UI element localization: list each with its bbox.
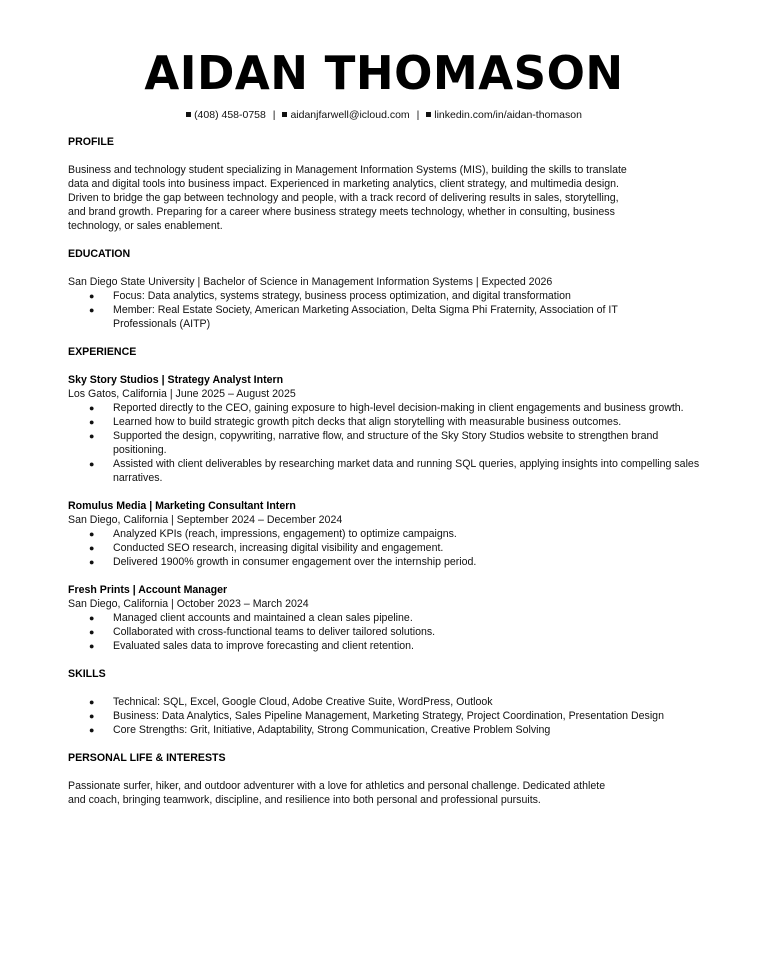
contact-separator: | [416,109,420,121]
list-item: ● Supported the design, copywriting, narrative flow, and structure of the Sky Story Studios website to strengthen brand positioning. [68,429,705,457]
job-meta: San Diego, California | September 2024 – December 2024 [68,514,343,526]
list-item: ● Delivered 1900% growth in consumer engagement over the internship period. [68,555,708,569]
email-bullet-icon [282,112,287,117]
job-bullets [68,401,705,485]
interests-text: Passionate surfer, hiker, and outdoor adventurer with a love for athletics and personal challenge. Dedicated athlete and coach, bringing teamwork, discipline, and resilience into both personal and professional pursuits. [68,780,606,806]
email-address: aidanjfarwell@icloud.com [290,109,410,121]
education-bullets [68,289,658,331]
skills-bullets [68,695,708,737]
linkedin-bullet-icon [426,112,431,117]
section-title-education: EDUCATION [68,248,131,260]
contact-line [0,108,768,122]
section-title-experience: EXPERIENCE [68,346,137,358]
section-title-interests: PERSONAL LIFE & INTERESTS [68,752,226,764]
section-title-skills: SKILLS [68,668,106,680]
job-title: Fresh Prints | Account Manager [68,584,228,596]
section-title-profile: PROFILE [68,136,114,148]
list-item: ● Analyzed KPIs (reach, impressions, engagement) to optimize campaigns. [68,527,708,541]
list-item: ● Core Strengths: Grit, Initiative, Adaptability, Strong Communication, Creative Problem Solving [68,723,708,737]
phone-bullet-icon [186,112,191,117]
list-item: ● Member: Real Estate Society, American Marketing Association, Delta Sigma Phi Fraternity, Association of IT Professionals (AITP) [68,303,658,331]
phone-number: (408) 458-0758 [194,109,266,121]
job-title: Sky Story Studios | Strategy Analyst Intern [68,374,284,386]
list-item: ● Conducted SEO research, increasing digital visibility and engagement. [68,541,708,555]
list-item: ● Focus: Data analytics, systems strategy, business process optimization, and digital transformation [68,289,658,303]
job-meta: San Diego, California | October 2023 – March 2024 [68,598,309,610]
candidate-name: AIDAN THOMASON [144,46,624,100]
education-line: San Diego State University | Bachelor of Science in Management Information Systems | Expected 2026 [68,276,553,288]
linkedin-url: linkedin.com/in/aidan-thomason [434,109,582,121]
resume-body [68,135,708,807]
profile-text: Business and technology student specializing in Management Information Systems (MIS), building the skills to translate data and digital tools into business impact. Experienced in marketing analytics, client strategy, and multimedia design. Driven to bridge the gap between technology and people, with a track record of delivering results in sales, storytelling, and brand growth. Preparing for a career where business strategy meets technology, whether in consulting, business technology, or sales enablement. [68,164,627,232]
list-item: ● Collaborated with cross-functional teams to deliver tailored solutions. [68,625,708,639]
job-meta: Los Gatos, California | June 2025 – August 2025 [68,388,296,400]
list-item: ● Technical: SQL, Excel, Google Cloud, Adobe Creative Suite, WordPress, Outlook [68,695,708,709]
list-item: ● Learned how to build strategic growth pitch decks that align storytelling with measurable business outcomes. [68,415,705,429]
contact-separator: | [272,109,276,121]
list-item: ● Reported directly to the CEO, gaining exposure to high-level decision-making in client engagements and business growth. [68,401,705,415]
list-item: ● Assisted with client deliverables by researching market data and running SQL queries, applying insights into compelling sales narratives. [68,457,705,485]
list-item: ● Evaluated sales data to improve forecasting and client retention. [68,639,708,653]
job-bullets [68,527,708,569]
list-item: ● Managed client accounts and maintained a clean sales pipeline. [68,611,708,625]
job-bullets [68,611,708,653]
job-title: Romulus Media | Marketing Consultant Intern [68,500,296,512]
list-item: ● Business: Data Analytics, Sales Pipeline Management, Marketing Strategy, Project Coordination, Presentation Design [68,709,708,723]
